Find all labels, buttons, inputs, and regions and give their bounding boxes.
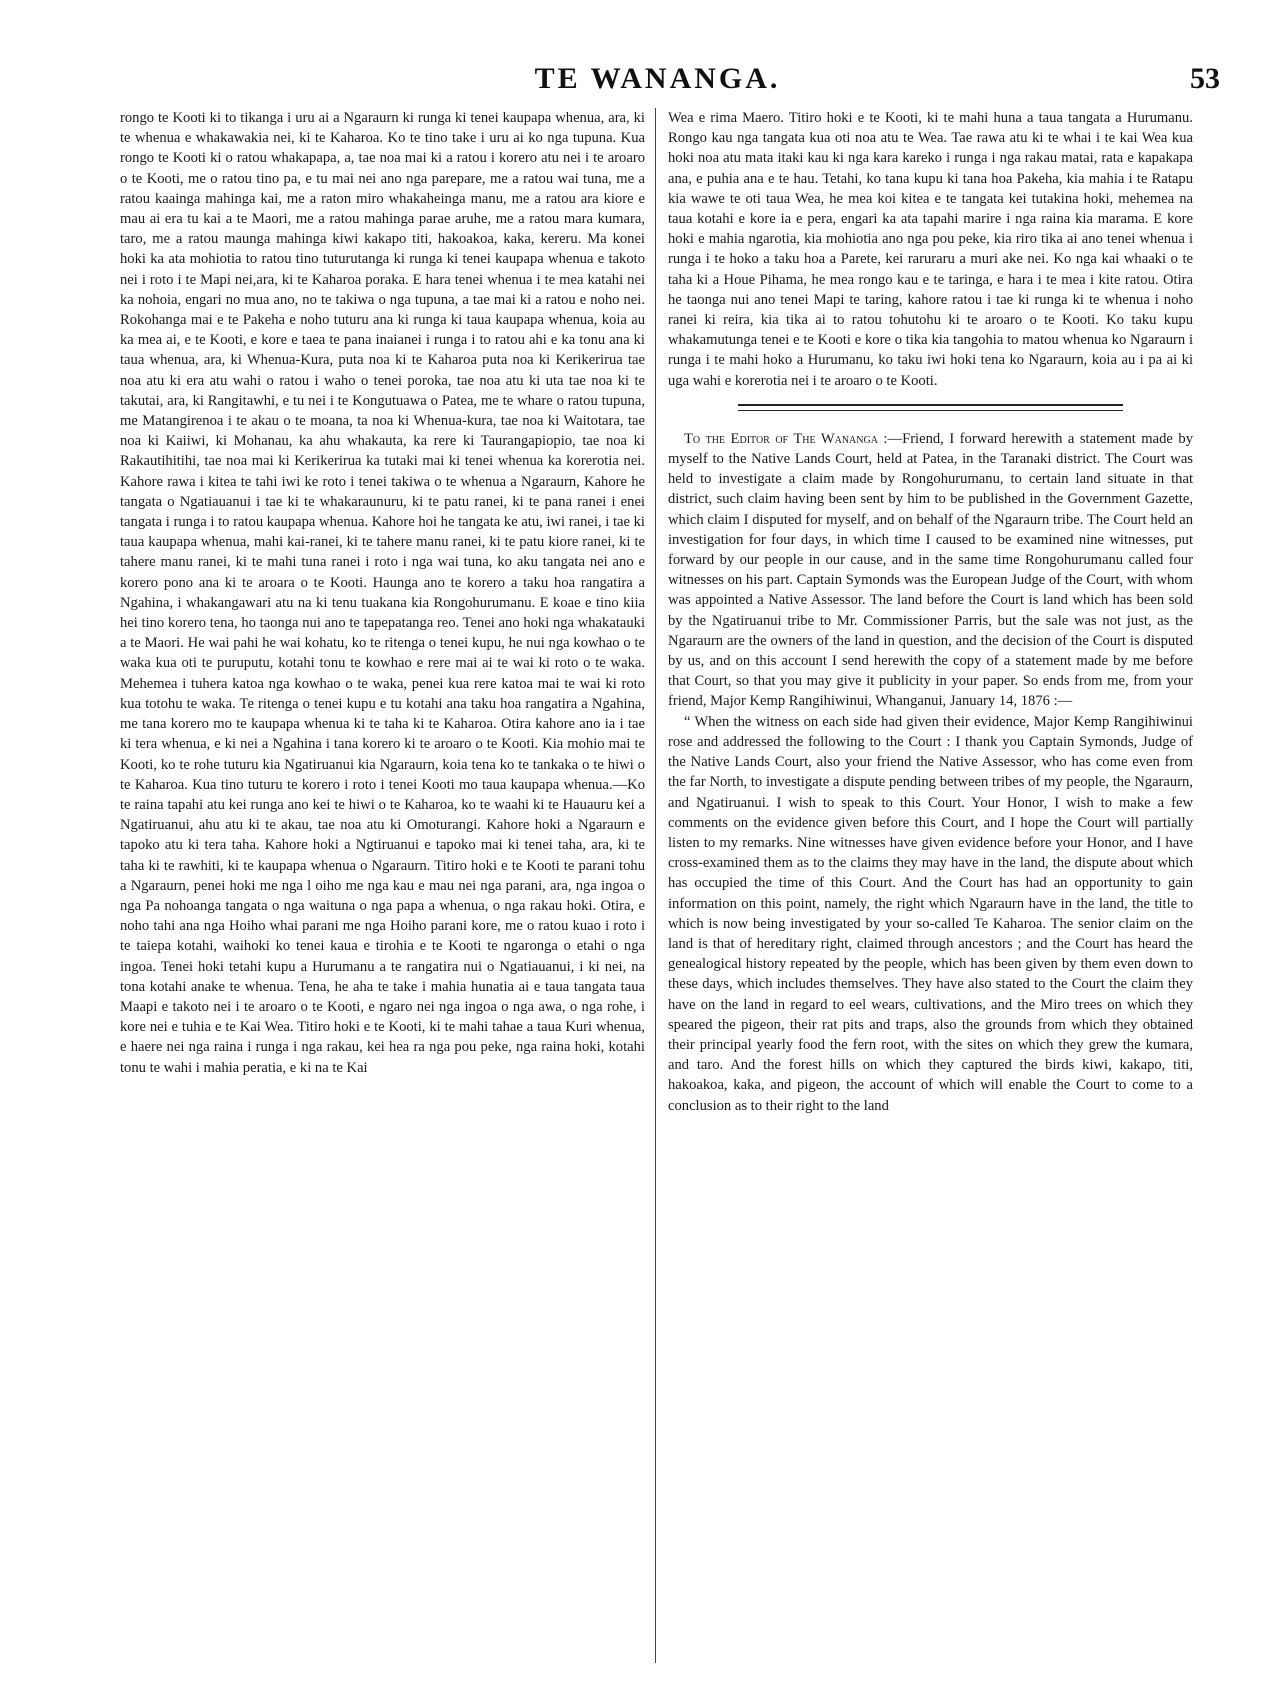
page-title: TE WANANGA. — [534, 62, 781, 95]
right-column — [668, 108, 1193, 1668]
maori-text-continuation: Wea e rima Maero. Titiro hoki e te Kooti, ki te mahi huna a taua tangata a Hurumanu. Rongo kau nga tangata kua oti noa atu te Wea. Tae rawa atu ki te whai i te kai Wea kua hoki noa atu mata itaki kau ki nga kara kareko i runga i nga rakau matai, rata e kapakapa ana, e puhia ana e te hau. Tetahi, ko tana kupu ki tana hoa Pakeha, kia mahia i te Ratapu kia wawe te oti taua Wea, he mea koi kitea e te tangata kei tutakina hoki, mehemea na taua kotahi e kore ia e pera, engari ka ata tapahi marire i nga raina kia marama. E kore hoki e mahia ngarotia, kia mohiotia ano nga pou peke, kia riro tika ai ano tenei whenua i runga i te hoko a taku hoa a Parete, kei raruraru a muri ake nei. Ko nga kai whaaki o te taha ki a Houe Pihama, he mea rongo kau e te taringa, e hara i te mea i kite ratou. Otira he taonga nui ano tenei Mapi te taring, kahore ratou i tae ki runga ki te whenua i noho ranei ki reira, kia tika ai to ratou tohutohu ki te aroaro o te Kooti. Ko taku kupu whakamutunga tenei e te Kooti e kore o tika kia tangohia to matou whenua ko Ngaraurn i runga i te mahi hoko a Hurumanu, ko taku iwi hoki tena ko Ngaraurn, koia au i pa ai ki uga wahi e korerotia nei i te aroaro o te Kooti. — [668, 110, 1193, 389]
maori-text-paragraph: rongo te Kooti ki to tikanga i uru ai a Ngaraurn ki runga ki tenei kaupapa whenua, ara, ki te whenua e whakawakia nei, ki te Kaharoa. Ko te tino take i uru ai ko nga tupuna. Kua rongo te Kooti ki o ratou whakapapa, a, tae noa mai ki a ratou i korero atu nei i te aroaro o te Kooti, me o ratou tino pa, e tu mai nei ano nga parepare, me a ratou wai tuna, me a ratou kaainga mahinga kai, me a raton miro whakaheinga manu, me a ratou ara kiore e mau ai era tu kai a te Maori, me a ratou mahinga parae aruhe, me a ratou mara kumara, taro, me a ratou maunga mahinga kiwi kakapo titi, hakoakoa, kaka, kereru. Ma konei hoki ka ata mohiotia to ratou tino tuturutanga ki runga ki tenei kaupapa whenua e takoto nei i roto i te Mapi nei,ara, ki te Kaharoa poraka. E hara tenei whenua i te mea katahi nei ka nohoia, engari no mua ano, no te takiwa o nga tupuna, a tae mai ki a ratou e noho nei. Rokohanga mai e te Pakeha e noho tuturu ana ki runga ki taua kaupapa whenua, koia au ka mea ai, e te Kooti, e kore e taea te pana inaianei i runga i to ratou ahi e ka tonu ana ki taua whenua, ara, ki Whenua-Kura, puta noa ki te Kaharoa puta noa ki Kerikerirua tae noa atu ki era atu wahi o ratou i waho o tenei poroka, tae noa atu ki uta tae noa ki te takutai, ara, ki Rangitawhi, e tu nei i te Kongutuawa o Patea, me te whare o ratou tupuna, me Matangirenoa i te akau o te moana, ta noa ki Whenua-kura, tae noa ki Waitotara, tae noa ki Kaiiwi, ki Mohanau, ka ahu whakauta, ka rere ki Taurangapiopio, tae noa ki Rakautihitihi, tae noa mai ki Kerikerirua ka tutaki mai ki tenei whenua ka korerotia nei. Kahore rawa i kitea te tahi iwi ke roto i tenei takiwa o te whenua a Ngaraurn, Kahore he tangata o Ngatiauanui i tae ki te whakaraunuru, ki te patu ranei, ki te pana ranei i enei tangata i runga i to ratou kaupapa whenua. Kahore hoi he tangata ke atu, iwi ranei, i tae ki taua kaupapa whenua, mahi kai-ranei, ki te tahere manu ranei, ki te patu kiore ranei, ki te tahere manu ranei, ki te mahi tuna ranei i roto i nga wai tuna, ko aku tangata nei ano e korero pono ana ki te aroara o te Kooti. Haunga ano te korero a taku hoa rangatira a Ngahina, i whakangawari atu na ki tenu tuakana kia Rongohurumanu. E koae e tino kiia hei tino korero tena, ho taonga nui ano te tapepatanga reo. Tenei ano hoki nga whakatauki a te Maori. He wai pahi he wai kohatu, ko te ritenga o tenei kupu, he nui nga kowhao o te waka kua oti te puruputu, kotahi tonu te kowhao e rere mai ai te wai ki roto o te waka. Mehemea i tuhera katoa nga kowhao o te waka, penei kua rere katoa mai te wai ki roto kua totohu te waka. Te ritenga o tenei kupu e tu kotahi ana taku hoa rangatira a Ngahina, me tana korero mo te kaupapa whenua ki te taha ki te Kaharoa. Otira kahore ano ia i tae ki tera whenua, e ki nei a Ngahina i tana korero ki te aroaro o te Kooti. Kia mohio mai te Kooti, ko te rohe tuturu kia Ngatiruanui kia Ngaraurn, koia tena ko te tankaka o te hiwi o te Kaharoa. Kua tino tuturu te korero i roto i tenei Kooti mo taua kaupapa whenua.—Ko te raina tapahi atu kei runga ano kei te hiwi o te Kaharoa, ko te waahi ki te Hauauru kei a Ngatiruanui, ahu atu ki te akau, tae noa atu ki Omoturangi. Kahore hoki a Ngaraurn e tapoko atu ki tera taha. Kahore hoki a Ngtiruanui e tapoko mai ki tenei taha, ara, ki te taha ki te rawhiti, ki te kaupapa whenua o Ngaraurn. Titiro hoki e te Kooti te parani tohu a Ngaraurn, penei hoki me nga l oiho me nga kau e mau nei nga parani, ara, nga ingoa o nga Pa nohoanga tangata o nga waituna o nga papa a whenua, o nga rakau hoki. Otira, e noho tahi ana nga Hoiho whai parani me nga Hoiho parani kore, me o ratou kuao i roto i te taiepa kotahi, waihoki ko tenei kaua e tirohia e te Kooti te ngaronga o etahi o nga ingoa. Tenei hoki tetahi kupu a Hurumanu a te rangatira nui o Ngatiauanui, i ki nei, na tona kotahi anake te whenua. Tena, he aha te take i mahia hunatia ai e taua tangata taua Maapi e takoto nei i te aroaro o te Kooti, e ngaro nei nga ingoa o nga awa, o nga rohe, i kore nei e tuhia e te Kai Wea. Titiro hoki e te Kooti, ki te mahi tahae a taua Kuri whenua, e haere nei nga raina i runga i nga rakau, kei hea ra nga pou peke, nga raina hoki, kotahi tonu te wahi i mahia peratia, e ki na te Kai — [120, 110, 645, 1076]
column-rule — [655, 108, 656, 1663]
section-divider — [738, 401, 1123, 417]
letter-to-editor — [668, 429, 1193, 712]
left-column — [120, 108, 645, 1668]
letter-body: Friend, I forward herewith a statement made by myself to the Native Lands Court, held at Patea, in the Taranaki district. The Court was held to investigate a claim made by Rongohurumanu, to certain land situate in that district, such claim having been sent by him to be published in the Government Gazette, which claim I disputed for myself, and on behalf of the Ngaraurn tribe. The Court held an investigation for four days, in which time I caused to be examined nine witnesses, put forward by our people in our cause, and in the same time Rongohurumanu called four witnesses on his part. Captain Symonds was the European Judge of the Court, with whom was appointed a Native Assessor. The land before the Court is land which has been sold by the Ngatiruanui tribe to Mr. Commissioner Parris, but the sale was not just, as the Ngaraurn are the owners of the land in question, and the decision of the Court is disputed by us, and on this account I send herewith the copy of a statement made by me before that Court, so that you may give it publicity in your paper. So ends from me, from your friend, Major Kemp Rangihiwinui, Whanganui, January 14, 1876 :— — [668, 430, 1193, 710]
letter-salutation: To the Editor of The Wananga :— — [684, 430, 903, 447]
masthead — [95, 62, 1220, 102]
page-number: 53 — [1190, 62, 1220, 95]
court-statement: “ When the witness on each side had given their evidence, Major Kemp Rangihiwinui rose and addressed the following to the Court : I thank you Captain Symonds, Judge of the Native Lands Court, also your friend the Native Assessor, who has come even from the far North, to investigate a dispute pending between tribes of my people, the Ngaraurn, and Ngatiruanui. I wish to speak to this Court. Your Honor, I wish to make a few comments on the evidence given before this Court, and I hope the Court will partially listen to my remarks. Nine witnesses have given evidence before your Honor, and I have cross-examined them as to the claims they may have in the land, the dispute about which has occupied the time of this Court. And the Court has had an opportunity to gain information on this point, namely, the right which Ngaraurn have in the land, the title to which is now being investigated by your so-called Te Kaharoa. The senior claim on the land is that of hereditary right, claimed through ancestors ; and the Court has heard the genealogical history repeated by the people, which has been given by them even down to these days, which includes themselves. They have also stated to the Court the claim they have on the land in regard to eel wears, cultivations, and the Miro trees on which they speared the pigeon, their rat pits and traps, also the grounds from which they obtained their principal yearly food the fern root, with the sites on which they grew the kumara, and taro. And the forest hills on which they captured the birds kiwi, kakapo, titi, hakoakoa, kaka, and pigeon, the account of which will enable the Court to come to a conclusion as to their right to the land — [668, 713, 1193, 1114]
